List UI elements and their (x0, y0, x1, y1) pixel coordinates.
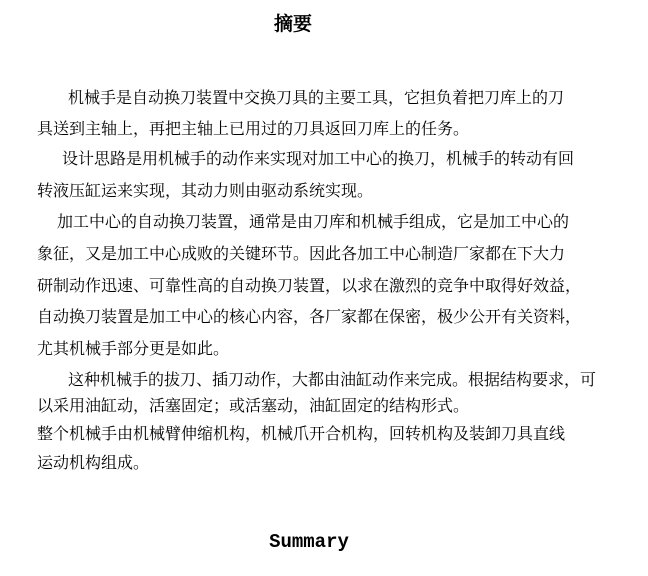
paragraph-line: 转液压缸运来实现，其动力则由驱动系统实现。 (37, 181, 374, 200)
paragraph-line: 研制动作迅速、可靠性高的自动换刀装置，以求在激烈的竞争中取得好效益， (37, 276, 582, 295)
paragraph-line: 以采用油缸动，活塞固定；或活塞动，油缸固定的结构形式。 (37, 396, 470, 415)
paragraph-line: 尤其机械手部分更是如此。 (37, 339, 230, 358)
paragraph-line: 运动机构组成。 (37, 453, 150, 472)
paragraph-line: 机械手是自动换刀装置中交换刀具的主要工具，它担负着把刀库上的刀 (68, 88, 565, 107)
paragraph-line: 自动换刀装置是加工中心的核心内容，各厂家都在保密，极少公开有关资料， (37, 307, 582, 326)
paragraph-line: 这种机械手的拔刀、插刀动作，大都由油缸动作来完成。根据结构要求，可 (68, 370, 597, 389)
paragraph-line: 具送到主轴上，再把主轴上已用过的刀具返回刀库上的任务。 (37, 119, 470, 138)
paragraph-line: 象征，又是加工中心成败的关键环节。因此各加工中心制造厂家都在下大力 (37, 244, 566, 263)
paragraph-line: 加工中心的自动换刀装置，通常是由刀库和机械手组成，它是加工中心的 (57, 212, 570, 231)
paragraph-line: 设计思路是用机械手的动作来实现对加工中心的换刀，机械手的转动有回 (62, 149, 575, 168)
summary-heading: Summary (269, 531, 349, 553)
paragraph-line: 整个机械手由机械臂伸缩机构，机械爪开合机构，回转机构及装卸刀具直线 (37, 424, 566, 443)
abstract-title: 摘要 (273, 13, 312, 35)
